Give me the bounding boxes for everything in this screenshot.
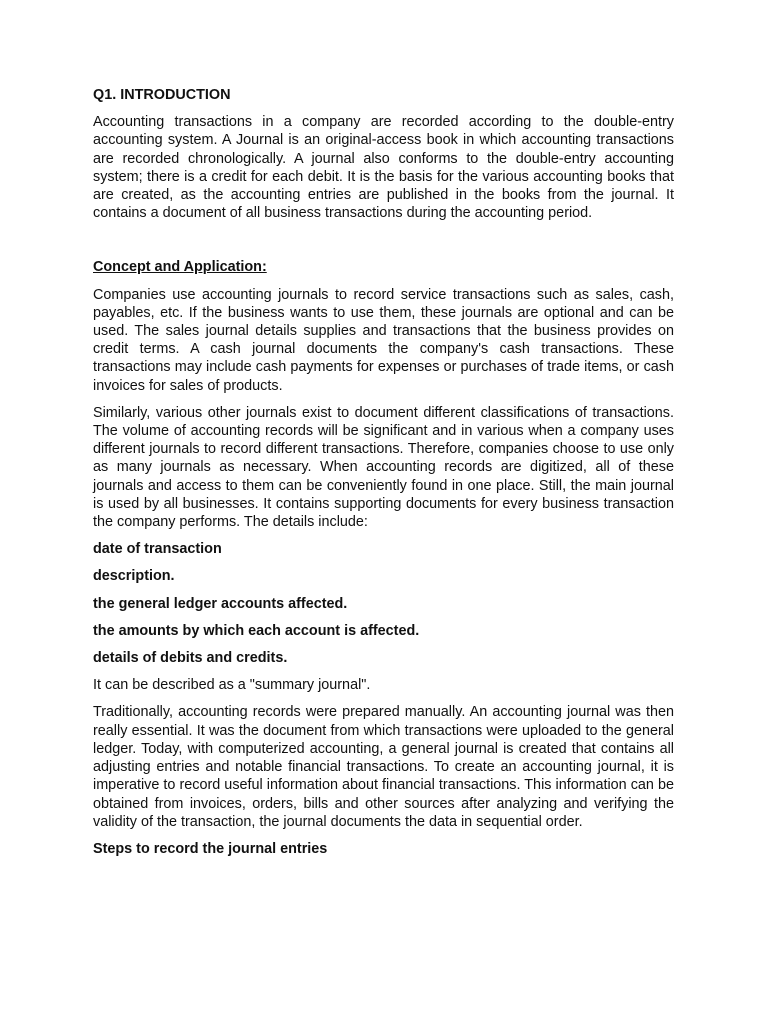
- q1-heading: Q1. INTRODUCTION: [93, 87, 231, 103]
- document-page: [93, 86, 674, 867]
- concept-heading: Concept and Application:: [93, 259, 267, 276]
- detail-item: the general ledger accounts affected.: [93, 595, 348, 612]
- detail-item: description.: [93, 568, 175, 585]
- intro-paragraph: Accounting transactions in a company are recorded according to the double-entry accounting system. A Journal is an original-access book in which accounting transactions are recorded chronologically. A journal also conforms to the double-entry accounting system; there is a credit for each debit. It is the basis for the various accounting books that are created, as the accounting entries are published in the books from the journal. It contains a document of all business transactions during the accounting period.: [93, 114, 674, 222]
- concept-paragraph-1: Companies use accounting journals to record service transactions such as sales, cash, payables, etc. If the business wants to use them, these journals are optional and can be used. The sales journal details supplies and transactions that the business provides on credit terms. A cash journal documents the company's cash transactions. These transactions may include cash payments for expenses or purchases of trade items, or cash invoices for sales of products.: [93, 286, 674, 394]
- concept-paragraph-2: Similarly, various other journals exist to document different classifications of transactions. The volume of accounting records will be significant and in various when a company uses different journals to record different transactions. Therefore, companies choose to use only as many journals as necessary. When accounting records are digitized, all of these journals and access to them can be conveniently found in one place. Still, the main journal is used by all businesses. It contains supporting documents for every business transaction the company performs. The details include:: [93, 404, 674, 531]
- summary-line: It can be described as a "summary journal".: [93, 677, 371, 694]
- detail-item: the amounts by which each account is affected.: [93, 622, 420, 639]
- detail-item: date of transaction: [93, 541, 222, 558]
- detail-item: details of debits and credits.: [93, 650, 288, 667]
- traditional-paragraph: Traditionally, accounting records were prepared manually. An accounting journal was then really essential. It was the document from which transactions were uploaded to the general ledger. Today, with computerized accounting, a general journal is created that contains all adjusting entries and notable financial transactions. To create an accounting journal, it is imperative to record useful information about financial transactions. This information can be obtained from invoices, orders, bills and other sources after analyzing and verifying the validity of the transaction, the journal documents the data in sequential order.: [93, 704, 674, 830]
- steps-heading: Steps to record the journal entries: [93, 840, 328, 857]
